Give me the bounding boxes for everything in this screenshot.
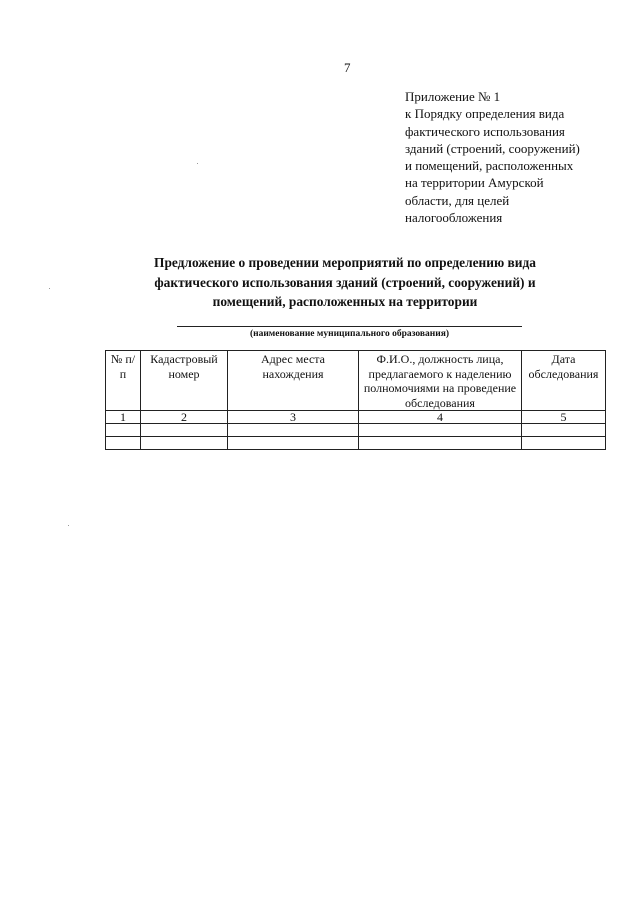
header-cell-address: Адрес места нахождения: [228, 351, 359, 411]
column-number-cell: 4: [359, 411, 522, 424]
survey-table: [105, 350, 606, 450]
appendix-line: фактического использования: [405, 123, 565, 139]
header-cell-number: № п/п: [106, 351, 141, 411]
appendix-line: налогообложения: [405, 210, 503, 226]
table-cell[interactable]: [522, 437, 606, 450]
appendix-line: и помещений, расположенных: [405, 158, 574, 174]
column-number-cell: 5: [522, 411, 606, 424]
table-column-numbers-row: [106, 411, 606, 424]
document-title: [120, 253, 570, 312]
municipality-fill-line: [177, 326, 522, 327]
table-cell[interactable]: [141, 437, 228, 450]
table-row: [106, 437, 606, 450]
page-number: 7: [344, 60, 351, 75]
table-cell[interactable]: [141, 424, 228, 437]
header-cell-survey-date: Дата обследования: [522, 351, 606, 411]
scan-speck: [49, 288, 50, 289]
table-cell[interactable]: [106, 424, 141, 437]
appendix-line: Приложение № 1: [405, 89, 501, 104]
table-row: [106, 424, 606, 437]
appendix-line: области, для целей: [405, 192, 510, 208]
table-cell[interactable]: [106, 437, 141, 450]
table-cell[interactable]: [359, 424, 522, 437]
title-line: Предложение о проведении мероприятий по определению вида: [154, 255, 536, 270]
column-number-cell: 1: [106, 411, 141, 424]
appendix-block: [405, 88, 625, 226]
table-cell[interactable]: [228, 424, 359, 437]
scan-speck: [68, 525, 69, 526]
header-cell-cadastral: Кадастровый номер: [141, 351, 228, 411]
appendix-line: на территории Амурской: [405, 175, 544, 191]
table-cell[interactable]: [359, 437, 522, 450]
title-line: фактического использования зданий (строений, сооружений) и: [154, 274, 536, 290]
scan-speck: [197, 163, 198, 164]
column-number-cell: 2: [141, 411, 228, 424]
appendix-line: зданий (строений, сооружений): [405, 140, 580, 156]
table-header-row: [106, 351, 606, 411]
table-cell[interactable]: [522, 424, 606, 437]
table-cell[interactable]: [228, 437, 359, 450]
column-number-cell: 3: [228, 411, 359, 424]
appendix-line: к Порядку определения вида: [405, 106, 565, 122]
title-line: помещений, расположенных на территории: [212, 294, 478, 309]
header-cell-responsible-person: Ф.И.О., должность лица, предлагаемого к наделению полномочиями на проведение обследования: [359, 351, 522, 411]
municipality-caption: (наименование муниципального образования): [249, 329, 450, 339]
